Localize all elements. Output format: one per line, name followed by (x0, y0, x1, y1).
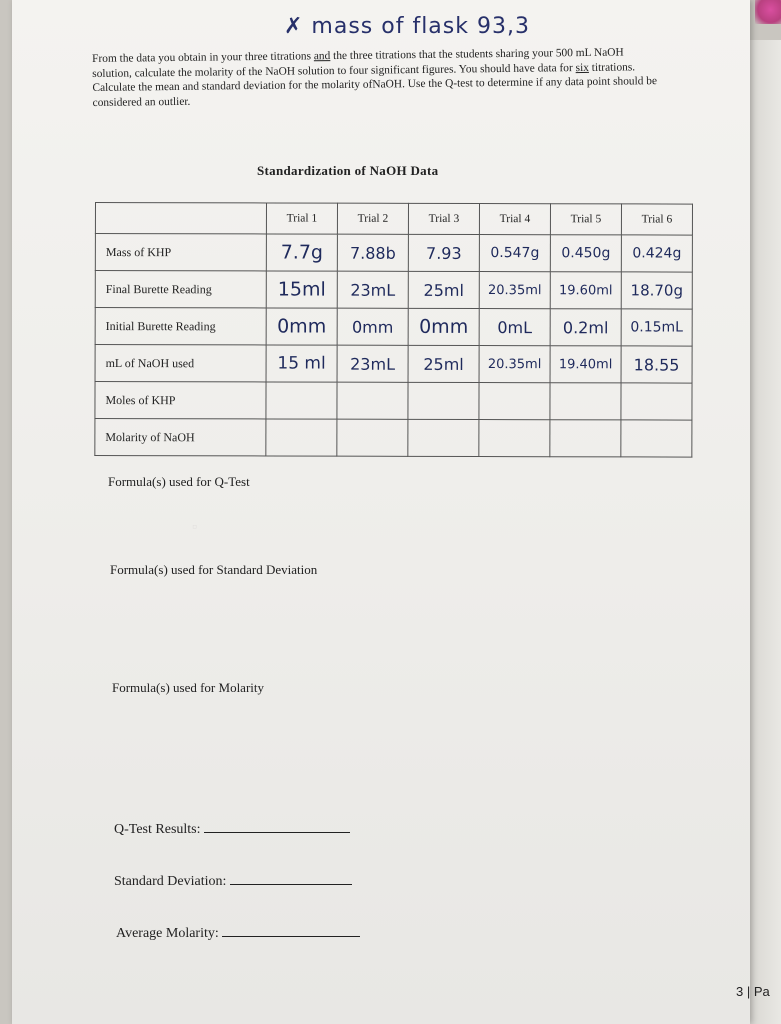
row-label: Moles of KHP (95, 382, 266, 419)
handwritten-value: 19.60ml (559, 282, 613, 298)
table-cell[interactable] (266, 271, 337, 308)
handwritten-value: 25ml (423, 354, 464, 374)
table-cell[interactable] (621, 420, 692, 457)
row-label: Initial Burette Reading (95, 308, 266, 345)
table-cell[interactable] (266, 419, 337, 456)
handwritten-value: 25ml (423, 280, 464, 300)
instructions-underlined-six: six (575, 61, 589, 74)
handwritten-value: 7.88b (349, 243, 396, 263)
instructions-underlined-and: and (313, 50, 331, 63)
handwritten-value: 0.2ml (562, 317, 609, 337)
table-cell[interactable] (337, 271, 408, 308)
table-row-mass-khp (95, 234, 692, 273)
table-cell[interactable] (621, 272, 692, 309)
table-cell[interactable] (266, 382, 337, 419)
table-row-moles-khp (95, 382, 692, 421)
table-cell[interactable] (621, 383, 692, 420)
page-number: 3 | Pa (736, 984, 770, 999)
table-cell[interactable] (479, 346, 550, 383)
table-cell[interactable] (408, 308, 479, 345)
q-test-results (114, 820, 350, 838)
table-cell[interactable] (479, 420, 550, 457)
table-cell[interactable] (621, 235, 692, 272)
row-label: mL of NaOH used (95, 345, 266, 382)
table-row-initial-burette (95, 308, 692, 347)
handwritten-value: 0.15mL (630, 319, 683, 336)
average-molarity-blank[interactable] (222, 924, 360, 937)
table-row-ml-naoh (95, 345, 692, 384)
handwritten-flask-mass: ✗ mass of flask 93,3 (284, 14, 530, 39)
instructions-part1: From the data you obtain in your three titrations (92, 50, 314, 65)
table-cell[interactable] (550, 272, 621, 309)
handwritten-value: 7.93 (426, 243, 462, 263)
table-cell[interactable] (550, 346, 621, 383)
handwritten-value: 23mL (350, 354, 396, 374)
table-cell[interactable] (337, 234, 408, 271)
standard-deviation-label: Standard Deviation: (114, 874, 227, 889)
handwritten-value: 15 ml (277, 353, 326, 374)
table-header-row (95, 203, 692, 236)
table-cell[interactable] (408, 419, 479, 456)
handwritten-value: 23mL (350, 280, 396, 300)
bleed-through: ▫ (192, 520, 197, 535)
header-trial-6: Trial 6 (621, 204, 692, 235)
worksheet-page (12, 0, 750, 1024)
naoh-data-table (94, 202, 693, 458)
table-cell[interactable] (408, 382, 479, 419)
handwritten-value: 0mm (351, 317, 394, 337)
handwritten-value: 20.35ml (487, 356, 542, 372)
header-trial-2: Trial 2 (337, 203, 408, 234)
row-label: Molarity of NaOH (95, 419, 266, 456)
table-cell[interactable] (550, 383, 621, 420)
instructions-paragraph (92, 45, 663, 110)
header-trial-1: Trial 1 (266, 203, 337, 234)
standard-deviation-blank[interactable] (230, 872, 352, 885)
table-cell[interactable] (479, 383, 550, 420)
table-cell[interactable] (550, 235, 621, 272)
handwritten-value: 15ml (277, 278, 326, 301)
background-object (755, 0, 781, 24)
table-cell[interactable] (550, 309, 621, 346)
table-cell[interactable] (266, 345, 337, 382)
handwritten-value: 0.450g (561, 245, 611, 262)
row-label: Mass of KHP (95, 234, 266, 271)
table-cell[interactable] (479, 272, 550, 309)
formula-molarity-label: Formula(s) used for Molarity (112, 680, 265, 695)
row-label: Final Burette Reading (95, 271, 266, 308)
table-cell[interactable] (337, 345, 408, 382)
q-test-results-blank[interactable] (204, 820, 350, 833)
table-cell[interactable] (408, 345, 479, 382)
formula-std-dev-label: Formula(s) used for Standard Deviation (110, 562, 318, 577)
table-cell[interactable] (479, 235, 550, 272)
header-trial-3: Trial 3 (408, 203, 479, 234)
handwritten-value: 18.70g (630, 281, 684, 300)
instructions-part3: titrations. Calculate the mean and standard deviation for the molarity ofNaOH. Use the Q-test to determine if any data point should be considered an outlier. (92, 60, 658, 109)
formula-q-test-label: Formula(s) used for Q-Test (108, 474, 250, 489)
handwritten-value: 0mm (419, 315, 469, 338)
handwritten-value: 18.55 (633, 354, 680, 375)
average-molarity-result (116, 924, 360, 942)
table-cell[interactable] (337, 419, 408, 456)
table-cell[interactable] (266, 308, 337, 345)
table-row-final-burette (95, 271, 692, 310)
table-row-molarity-naoh (95, 419, 692, 458)
handwritten-value: 0.547g (490, 245, 540, 262)
table-cell[interactable] (337, 382, 408, 419)
header-trial-5: Trial 5 (550, 204, 621, 235)
table-cell[interactable] (408, 234, 479, 271)
handwritten-value: 0mm (277, 315, 327, 338)
handwritten-value: 7.7g (280, 241, 324, 264)
table-cell[interactable] (408, 271, 479, 308)
standard-deviation-result (114, 872, 352, 890)
average-molarity-label: Average Molarity: (116, 926, 219, 941)
underlying-page-edge (750, 40, 781, 1024)
handwritten-value: 19.40ml (558, 356, 613, 372)
handwritten-value: 0mL (497, 317, 533, 337)
table-cell[interactable] (621, 309, 692, 346)
instructions-part2: the three titrations that the students sharing your 500 mL NaOH solution, calculate the molarity of the NaOH solution to four significant figures. You should have data for (92, 46, 624, 80)
table-cell[interactable] (621, 346, 692, 383)
table-cell[interactable] (479, 309, 550, 346)
handwritten-value: 20.35ml (488, 282, 542, 298)
table-cell[interactable] (266, 234, 337, 271)
table-cell[interactable] (337, 308, 408, 345)
q-test-results-label: Q-Test Results: (114, 822, 201, 837)
header-trial-4: Trial 4 (479, 204, 550, 235)
table-cell[interactable] (550, 420, 621, 457)
header-corner-cell (95, 203, 266, 234)
handwritten-value: 0.424g (632, 245, 682, 262)
table-title: Standardization of NaOH Data (257, 163, 439, 178)
